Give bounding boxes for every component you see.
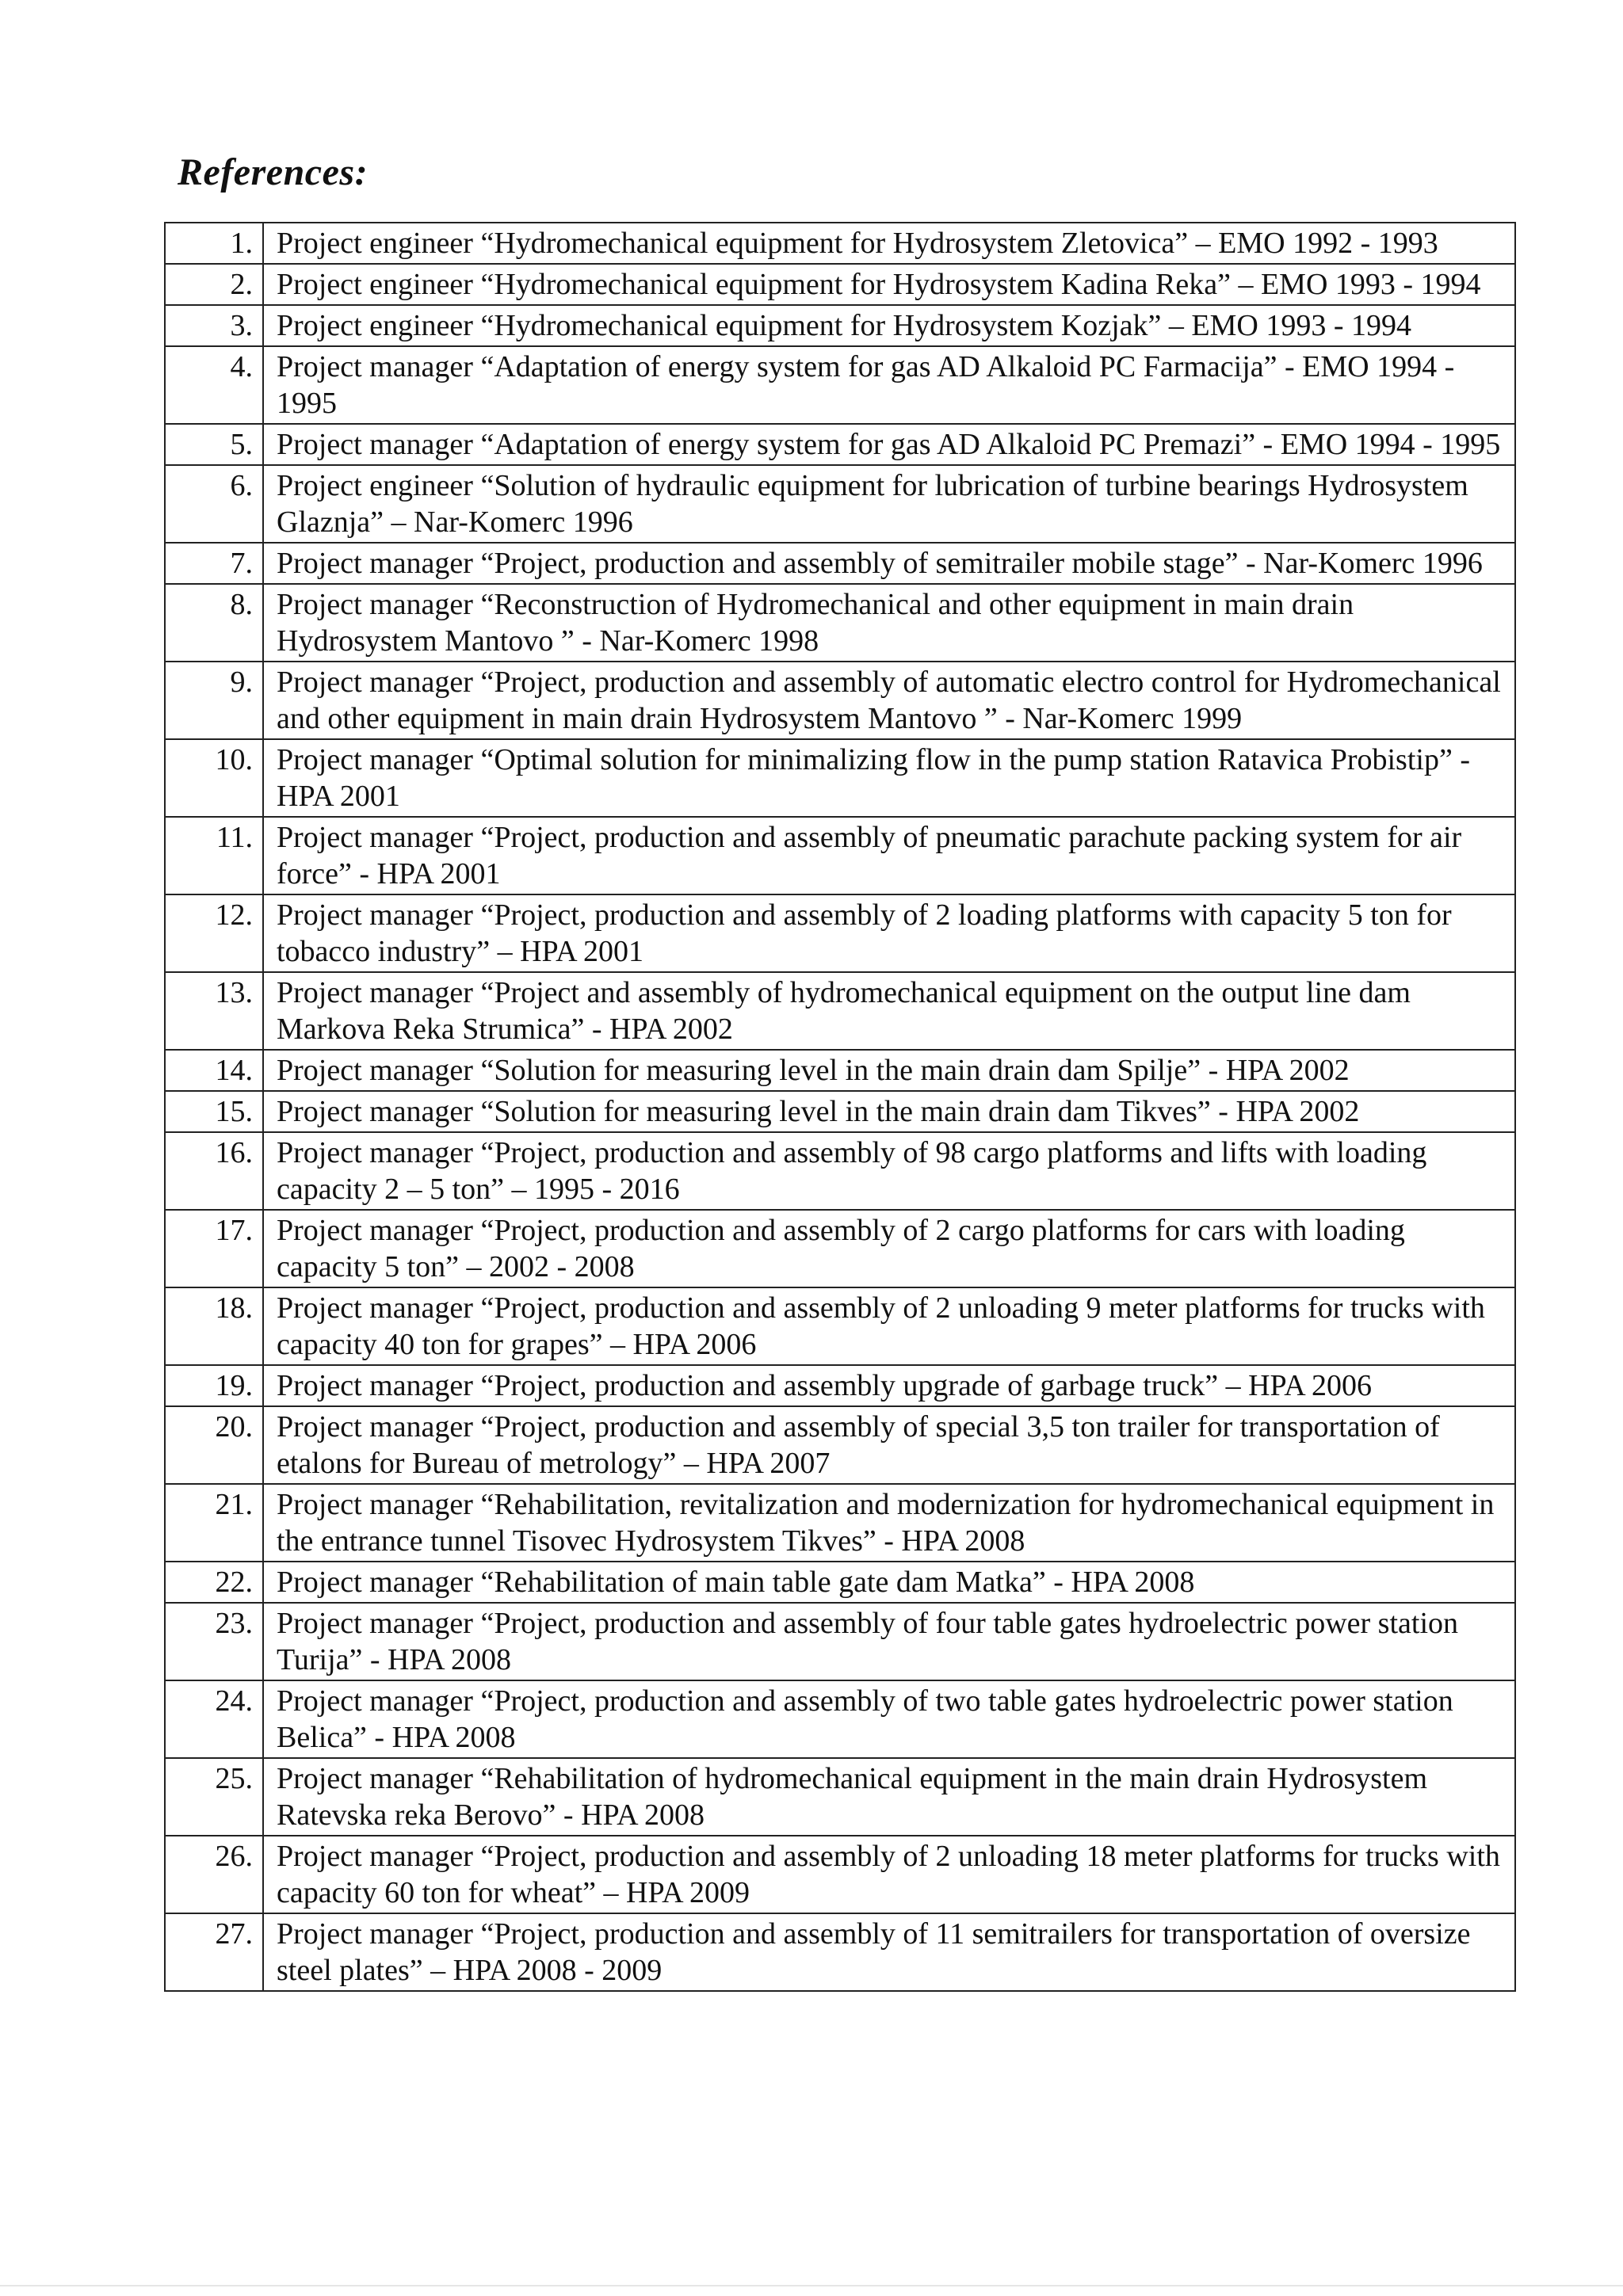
table-row (165, 223, 1515, 264)
table-row (165, 1758, 1515, 1836)
reference-number: 27. (165, 1913, 263, 1991)
table-row (165, 1406, 1515, 1484)
reference-text: Project manager “Project, production and assembly of four table gates hydroelectric power station Turija” - HPA 2008 (263, 1603, 1515, 1680)
table-row (165, 1287, 1515, 1365)
table-row (165, 1091, 1515, 1132)
table-row (165, 1562, 1515, 1603)
reference-number: 12. (165, 894, 263, 972)
reference-number: 18. (165, 1287, 263, 1365)
table-row (165, 1050, 1515, 1091)
table-row (165, 465, 1515, 543)
reference-number: 10. (165, 739, 263, 817)
reference-text: Project manager “Project, production and assembly of pneumatic parachute packing system for air force” - HPA 2001 (263, 817, 1515, 894)
reference-number: 21. (165, 1484, 263, 1562)
reference-text: Project manager “Project, production and assembly of two table gates hydroelectric power station Belica” - HPA 2008 (263, 1680, 1515, 1758)
table-row (165, 1836, 1515, 1913)
table-row (165, 1603, 1515, 1680)
reference-text: Project manager “Project, production and assembly of 2 cargo platforms for cars with loading capacity 5 ton” – 2002 - 2008 (263, 1210, 1515, 1287)
reference-number: 5. (165, 424, 263, 465)
reference-text: Project manager “Project, production and assembly of 98 cargo platforms and lifts with loading capacity 2 – 5 ton” – 1995 - 2016 (263, 1132, 1515, 1210)
table-row (165, 1132, 1515, 1210)
table-row (165, 817, 1515, 894)
references-table (164, 222, 1516, 1992)
reference-number: 16. (165, 1132, 263, 1210)
reference-text: Project engineer “Hydromechanical equipment for Hydrosystem Zletovica” – EMO 1992 - 1993 (263, 223, 1515, 264)
table-row (165, 1484, 1515, 1562)
reference-number: 6. (165, 465, 263, 543)
reference-text: Project manager “Project, production and assembly of special 3,5 ton trailer for transportation of etalons for Bureau of metrology” – HPA 2007 (263, 1406, 1515, 1484)
reference-number: 4. (165, 346, 263, 424)
reference-number: 1. (165, 223, 263, 264)
reference-number: 2. (165, 264, 263, 305)
reference-text: Project manager “Optimal solution for minimalizing flow in the pump station Ratavica Probistip” - HPA 2001 (263, 739, 1515, 817)
reference-text: Project manager “Rehabilitation, revitalization and modernization for hydromechanical equipment in the entrance tunnel Tisovec Hydrosystem Tikves” - HPA 2008 (263, 1484, 1515, 1562)
table-row (165, 1365, 1515, 1406)
table-row (165, 305, 1515, 346)
references-heading: References: (178, 151, 369, 193)
reference-number: 22. (165, 1562, 263, 1603)
reference-text: Project manager “Solution for measuring level in the main drain dam Tikves” - HPA 2002 (263, 1091, 1515, 1132)
reference-text: Project engineer “Hydromechanical equipment for Hydrosystem Kozjak” – EMO 1993 - 1994 (263, 305, 1515, 346)
reference-text: Project manager “Project and assembly of hydromechanical equipment on the output line dam Markova Reka Strumica” - HPA 2002 (263, 972, 1515, 1050)
table-row (165, 972, 1515, 1050)
table-row (165, 739, 1515, 817)
reference-text: Project manager “Project, production and assembly of 11 semitrailers for transportation of oversize steel plates” – HPA 2008 - 2009 (263, 1913, 1515, 1991)
reference-number: 26. (165, 1836, 263, 1913)
reference-text: Project manager “Solution for measuring level in the main drain dam Spilje” - HPA 2002 (263, 1050, 1515, 1091)
reference-number: 14. (165, 1050, 263, 1091)
reference-text: Project engineer “Hydromechanical equipment for Hydrosystem Kadina Reka” – EMO 1993 - 1994 (263, 264, 1515, 305)
reference-text: Project manager “Reconstruction of Hydromechanical and other equipment in main drain Hydrosystem Mantovo ” - Nar-Komerc 1998 (263, 584, 1515, 662)
references-table-body (165, 223, 1515, 1991)
table-row (165, 424, 1515, 465)
table-row (165, 1913, 1515, 1991)
reference-text: Project manager “Project, production and assembly of 2 loading platforms with capacity 5 ton for tobacco industry” – HPA 2001 (263, 894, 1515, 972)
reference-number: 13. (165, 972, 263, 1050)
reference-number: 7. (165, 543, 263, 584)
table-row (165, 662, 1515, 739)
reference-number: 3. (165, 305, 263, 346)
reference-number: 23. (165, 1603, 263, 1680)
reference-text: Project manager “Rehabilitation of main table gate dam Matka” - HPA 2008 (263, 1562, 1515, 1603)
table-row (165, 543, 1515, 584)
reference-text: Project manager “Project, production and assembly of 2 unloading 18 meter platforms for trucks with capacity 60 ton for wheat” – HPA 2009 (263, 1836, 1515, 1913)
reference-text: Project engineer “Solution of hydraulic equipment for lubrication of turbine bearings Hydrosystem Glaznja” – Nar-Komerc 1996 (263, 465, 1515, 543)
table-row (165, 264, 1515, 305)
table-row (165, 1210, 1515, 1287)
reference-text: Project manager “Project, production and assembly upgrade of garbage truck” – HPA 2006 (263, 1365, 1515, 1406)
reference-number: 17. (165, 1210, 263, 1287)
table-row (165, 1680, 1515, 1758)
reference-text: Project manager “Project, production and assembly of semitrailer mobile stage” - Nar-Komerc 1996 (263, 543, 1515, 584)
reference-number: 9. (165, 662, 263, 739)
reference-number: 11. (165, 817, 263, 894)
reference-text: Project manager “Rehabilitation of hydromechanical equipment in the main drain Hydrosystem Ratevska reka Berovo” - HPA 2008 (263, 1758, 1515, 1836)
reference-text: Project manager “Adaptation of energy system for gas AD Alkaloid PC Farmacija” - EMO 1994 - 1995 (263, 346, 1515, 424)
table-row (165, 894, 1515, 972)
table-row (165, 584, 1515, 662)
reference-number: 24. (165, 1680, 263, 1758)
table-row (165, 346, 1515, 424)
reference-text: Project manager “Project, production and assembly of 2 unloading 9 meter platforms for trucks with capacity 40 ton for grapes” – HPA 2006 (263, 1287, 1515, 1365)
reference-number: 20. (165, 1406, 263, 1484)
reference-number: 15. (165, 1091, 263, 1132)
reference-text: Project manager “Adaptation of energy system for gas AD Alkaloid PC Premazi” - EMO 1994 - 1995 (263, 424, 1515, 465)
reference-number: 19. (165, 1365, 263, 1406)
page-bottom-edge (0, 2285, 1623, 2286)
reference-number: 25. (165, 1758, 263, 1836)
reference-number: 8. (165, 584, 263, 662)
reference-text: Project manager “Project, production and assembly of automatic electro control for Hydromechanical and other equipment in main drain Hydrosystem Mantovo ” - Nar-Komerc 1999 (263, 662, 1515, 739)
